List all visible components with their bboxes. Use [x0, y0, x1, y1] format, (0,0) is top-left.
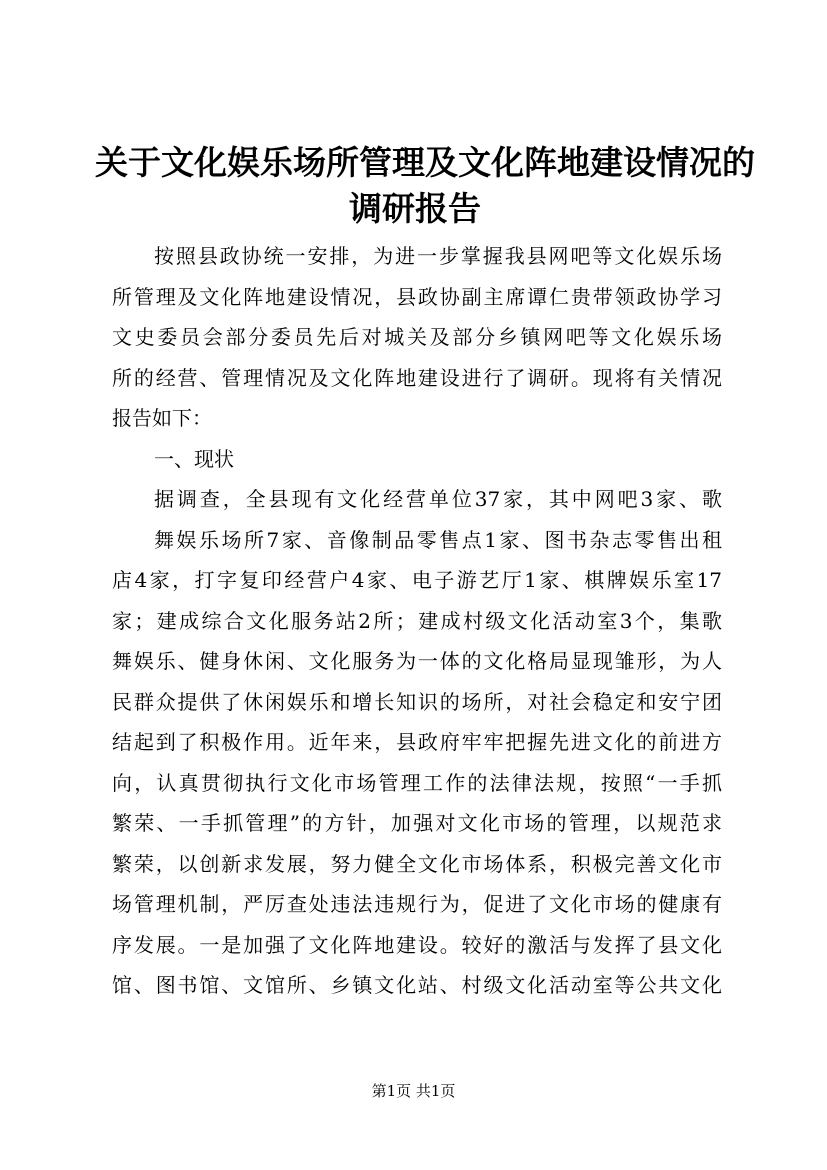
- paragraph-line: 舞娱乐、健身休闲、文化服务为一体的文化格局显现雏形，为人: [112, 649, 722, 673]
- paragraph-line: 文史委员会部分委员先后对城关及部分乡镇网吧等文化娱乐场: [112, 325, 722, 349]
- paragraph-line: 序发展。一是加强了文化阵地建设。较好的激活与发挥了县文化: [112, 932, 722, 957]
- paragraph-line: 按照县政协统一安排，为进一步掌握我县网吧等文化娱乐场: [154, 244, 722, 268]
- paragraph-line: 家；建成综合文化服务站2所；建成村级文化活动室3个，集歌: [112, 608, 722, 633]
- section-heading: 一、现状: [154, 446, 234, 471]
- paragraph-line: 据调查，全县现有文化经营单位37家，其中网吧3家、歌: [154, 487, 722, 511]
- paragraph-line: 所的经营、管理情况及文化阵地建设进行了调研。现将有关情况: [112, 365, 722, 390]
- paragraph-line: 舞娱乐场所7家、音像制品零售点1家、图书杂志零售出租: [154, 527, 722, 552]
- paragraph-line: 繁荣、一手抓管理”的方针，加强对文化市场的管理，以规范求: [112, 811, 722, 835]
- title-line: 关于文化娱乐场所管理及文化阵地建设情况的: [95, 143, 755, 182]
- page-number-footer: 第1页 共1页: [371, 1082, 456, 1100]
- paragraph-line: 店4家，打字复印经营户4家、电子游艺厅1家、棋牌娱乐室17: [112, 568, 722, 592]
- paragraph-line: 场管理机制，严厉查处违法违规行为，促进了文化市场的健康有: [112, 892, 722, 916]
- document-title: [95, 140, 755, 232]
- paragraph-line: 向，认真贯彻执行文化市场管理工作的法律法规，按照“一手抓: [112, 770, 722, 795]
- paragraph-line: 所管理及文化阵地建设情况，县政协副主席谭仁贵带领政协学习: [112, 284, 722, 309]
- paragraph-line: 结起到了积极作用。近年来，县政府牢牢把握先进文化的前进方: [112, 730, 722, 754]
- title-line: 调研报告: [349, 189, 481, 228]
- paragraph-line: 民群众提供了休闲娱乐和增长知识的场所，对社会稳定和安宁团: [112, 689, 722, 714]
- paragraph-line: 馆、图书馆、文馆所、乡镇文化站、村级文化活动室等公共文化: [112, 973, 722, 997]
- paragraph-line: 报告如下：: [112, 406, 212, 430]
- paragraph-line: 繁荣，以创新求发展，努力健全文化市场体系，积极完善文化市: [112, 851, 722, 876]
- document-body: [112, 236, 722, 1006]
